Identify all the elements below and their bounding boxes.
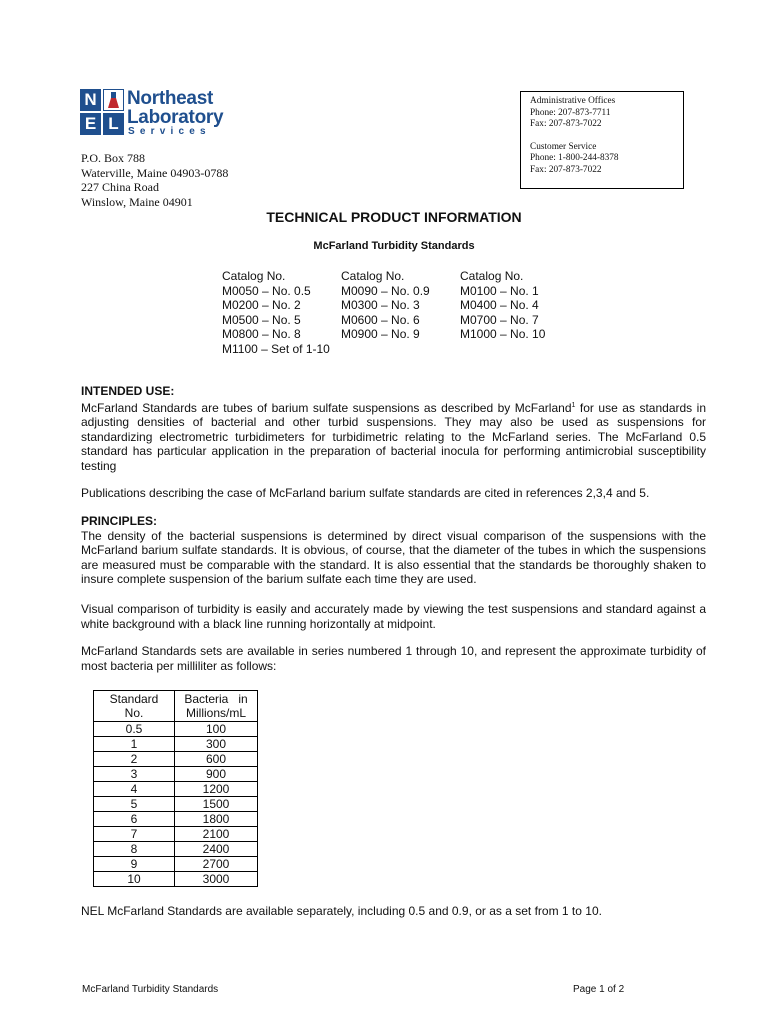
table-row bbox=[94, 782, 258, 797]
logo-tile-n: N bbox=[80, 89, 101, 111]
bacteria-cell: 2400 bbox=[175, 842, 258, 857]
logo-line-1: Northeast bbox=[127, 88, 213, 109]
catalog-column bbox=[222, 269, 330, 356]
address-line: Waterville, Maine 04903-0788 bbox=[81, 165, 229, 180]
table-row bbox=[94, 797, 258, 812]
customer-service-phone: Phone: 1-800-244-8378 bbox=[530, 153, 619, 163]
table-header-row bbox=[94, 691, 258, 722]
catalog-item: M0500 – No. 5 bbox=[222, 312, 301, 327]
catalog-item: M0050 – No. 0.5 bbox=[222, 283, 311, 298]
document-subtitle: McFarland Turbidity Standards bbox=[313, 240, 475, 252]
contact-box bbox=[520, 91, 684, 189]
table-row bbox=[94, 767, 258, 782]
address-line: 227 China Road bbox=[81, 180, 159, 194]
bacteria-cell: 300 bbox=[175, 737, 258, 752]
standard-cell: 0.5 bbox=[94, 722, 175, 737]
column-header-standard bbox=[94, 691, 175, 722]
document-title: TECHNICAL PRODUCT INFORMATION bbox=[266, 209, 522, 225]
catalog-item: M1000 – No. 10 bbox=[460, 327, 546, 341]
table-row bbox=[94, 827, 258, 842]
publications-paragraph: Publications describing the case of McFarland barium sulfate standards are cited in references 2,3,4 and 5. bbox=[81, 486, 650, 500]
admin-fax: Fax: 207-873-7022 bbox=[530, 119, 602, 129]
admin-offices-title: Administrative Offices bbox=[530, 96, 616, 106]
catalog-item: M0100 – No. 1 bbox=[460, 283, 539, 298]
standard-cell: 1 bbox=[94, 737, 175, 752]
catalog-item: M0900 – No. 9 bbox=[341, 327, 420, 341]
footer-title: McFarland Turbidity Standards bbox=[82, 984, 219, 995]
header-line: Standard bbox=[109, 692, 159, 706]
catalog-item: M0600 – No. 6 bbox=[341, 312, 420, 327]
customer-service-title: Customer Service bbox=[530, 141, 597, 152]
bacteria-cell: 2100 bbox=[175, 827, 258, 842]
logo-tile-e: E bbox=[80, 113, 101, 135]
standard-cell: 9 bbox=[94, 857, 175, 872]
catalog-column bbox=[341, 269, 430, 342]
bacteria-cell: 100 bbox=[175, 722, 258, 737]
catalog-header: Catalog No. bbox=[222, 269, 286, 283]
bacteria-cell: 2700 bbox=[175, 857, 258, 872]
bacteria-cell: 3000 bbox=[175, 872, 258, 887]
page-number: Page 1 of 2 bbox=[573, 984, 625, 995]
bacteria-cell: 1500 bbox=[175, 797, 258, 812]
principles-section bbox=[81, 514, 706, 587]
column-header-bacteria bbox=[175, 691, 258, 722]
standard-cell: 7 bbox=[94, 827, 175, 842]
catalog-item: M0700 – No. 7 bbox=[460, 312, 539, 327]
catalog-item: M1100 – Set of 1-10 bbox=[222, 341, 330, 356]
catalog-column bbox=[460, 269, 545, 342]
standard-cell: 5 bbox=[94, 797, 175, 812]
company-logo bbox=[80, 89, 240, 137]
mailing-address bbox=[81, 151, 228, 209]
table-row bbox=[94, 842, 258, 857]
logo-line-3: Services bbox=[128, 126, 211, 137]
paragraph bbox=[81, 399, 706, 474]
table-row bbox=[94, 752, 258, 767]
header-line: Bacteria in bbox=[184, 692, 248, 706]
series-paragraph: McFarland Standards sets are available in series numbered 1 through 10, and represent the approximate turbidity of most bacteria per milliliter as follows: bbox=[81, 644, 706, 673]
footnote-marker: 1 bbox=[571, 401, 576, 409]
catalog-item: M0200 – No. 2 bbox=[222, 298, 301, 312]
bacteria-cell: 1800 bbox=[175, 812, 258, 827]
standard-cell: 2 bbox=[94, 752, 175, 767]
standard-cell: 6 bbox=[94, 812, 175, 827]
table-row bbox=[94, 872, 258, 887]
mcfarland-table bbox=[93, 690, 258, 887]
address-line: P.O. Box 788 bbox=[81, 151, 146, 165]
catalog-item: M0300 – No. 3 bbox=[341, 298, 420, 312]
logo-tile-l: L bbox=[103, 113, 124, 135]
bacteria-cell: 900 bbox=[175, 767, 258, 782]
header-line: Millions/mL bbox=[185, 706, 246, 720]
table-row bbox=[94, 722, 258, 737]
catalog-item: M0800 – No. 8 bbox=[222, 327, 301, 341]
standard-cell: 3 bbox=[94, 767, 175, 782]
standard-cell: 8 bbox=[94, 842, 175, 857]
closing-paragraph: NEL McFarland Standards are available separately, including 0.5 and 0.9, or as a set from 1 to 10. bbox=[81, 904, 602, 918]
paragraph: The density of the bacterial suspensions is determined by direct visual comparison of the suspensions with the McFarland barium sulfate standards. It is obvious, of course, that the diameter of the tubes in which the suspensions are measured must be comparable with the standard. It is also essential that the standards be thoroughly shaken to insure complete suspension of the barium sulfate each time they are used. bbox=[81, 528, 706, 587]
admin-phone: Phone: 207-873-7711 bbox=[530, 107, 611, 118]
paragraph-text: McFarland Standards are tubes of barium sulfate suspensions as described by McFarland bbox=[81, 400, 572, 415]
standard-cell: 10 bbox=[94, 872, 175, 887]
visual-comparison-paragraph: Visual comparison of turbidity is easily and accurately made by viewing the test suspensions and standard against a white background with a black line running horizontally at midpoint. bbox=[81, 602, 706, 631]
standard-cell: 4 bbox=[94, 782, 175, 797]
catalog-header: Catalog No. bbox=[341, 269, 405, 283]
header-line: No. bbox=[124, 706, 144, 720]
logo-wordmark bbox=[127, 89, 223, 127]
table-row bbox=[94, 737, 258, 752]
intended-use-section bbox=[81, 384, 706, 474]
section-heading: INTENDED USE: bbox=[81, 384, 175, 398]
section-heading: PRINCIPLES: bbox=[81, 514, 158, 528]
customer-service-fax: Fax: 207-873-7022 bbox=[530, 164, 602, 175]
table-row bbox=[94, 857, 258, 872]
catalog-item: M0090 – No. 0.9 bbox=[341, 283, 430, 298]
table-row bbox=[94, 812, 258, 827]
address-line: Winslow, Maine 04901 bbox=[81, 194, 193, 209]
logo-line-2: Laboratory bbox=[127, 107, 224, 128]
logo-mark bbox=[80, 89, 124, 135]
catalog-item: M0400 – No. 4 bbox=[460, 298, 539, 312]
bacteria-cell: 600 bbox=[175, 752, 258, 767]
bacteria-cell: 1200 bbox=[175, 782, 258, 797]
paragraph-text: for use as standards in adjusting densities of bacterial and other turbid suspensions. They may also be used as suspensions for standardizing electrometric turbidimeters for turbidimetric relating to the McFarland series. The McFarland 0.5 standard has particular application in the preparation of bacterial inocula for performing antimicrobial susceptibility testing bbox=[81, 400, 707, 473]
flask-icon bbox=[103, 89, 124, 111]
catalog-header: Catalog No. bbox=[460, 269, 524, 283]
